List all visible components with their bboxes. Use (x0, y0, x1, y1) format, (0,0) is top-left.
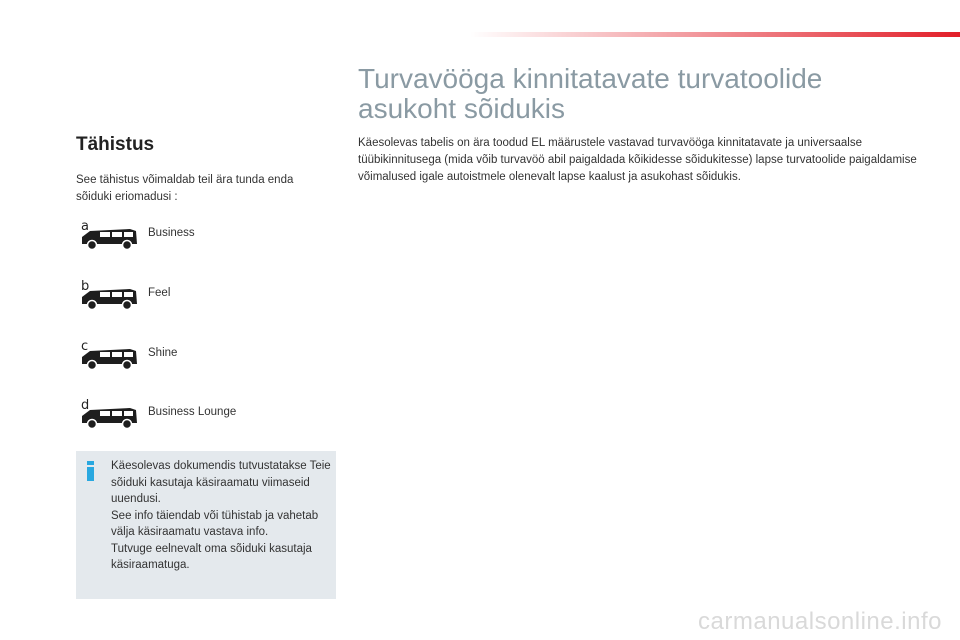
variant-letter: b (81, 280, 90, 294)
main-paragraph: Käesolevas tabelis on ära toodud EL määrustele vastavad turvavööga kinnitatavate ja universaalse tüübikinnitusega (mida võib turvavöö abil paigaldada kõikidesse sõidukitesse) lapse turvatoolide paigaldamise võimalused igale autoistmele olenevalt lapse kaalust ja asukohast sõidukis. (358, 137, 917, 183)
header-accent-bar (470, 32, 960, 37)
variant-letter: d (81, 399, 90, 413)
variant-label: Business Lounge (148, 406, 237, 418)
variant-business-lounge (80, 399, 340, 431)
note-line: See info täiendab või tühistab ja vahetab välja käsiraamatu vastava info. (111, 509, 319, 538)
page-title-line: Turvavööga kinnitatavate turvatoolide (358, 63, 823, 94)
watermark: carmanualsonline.info (698, 608, 942, 635)
variant-label: Shine (148, 347, 178, 359)
variant-feel (80, 280, 340, 312)
variant-label: Business (148, 227, 195, 239)
variant-shine (80, 340, 340, 372)
note-line: Tutvuge eelnevalt oma sõiduki kasutaja käsiraamatuga. (111, 542, 312, 571)
variant-letter: c (81, 340, 89, 354)
van-icon (80, 340, 140, 372)
van-icon (80, 399, 140, 431)
van-icon (80, 220, 140, 252)
variant-letter: a (81, 220, 89, 234)
variant-label: Feel (148, 287, 171, 299)
variant-business (80, 220, 340, 252)
page-title (358, 64, 918, 124)
note-line: Käesolevas dokumendis tutvustatakse Teie sõiduki kasutaja käsiraamatu viimaseid uuendusi. (111, 460, 331, 505)
legend-title: Tähistus (76, 134, 155, 155)
page-title-line: asukoht sõidukis (358, 93, 566, 124)
legend-intro: See tähistus võimaldab teil ära tunda enda sõiduki eriomadusi : (76, 174, 294, 203)
van-icon (80, 280, 140, 312)
note-text (111, 458, 333, 574)
info-icon (86, 461, 96, 479)
info-note (76, 451, 336, 599)
